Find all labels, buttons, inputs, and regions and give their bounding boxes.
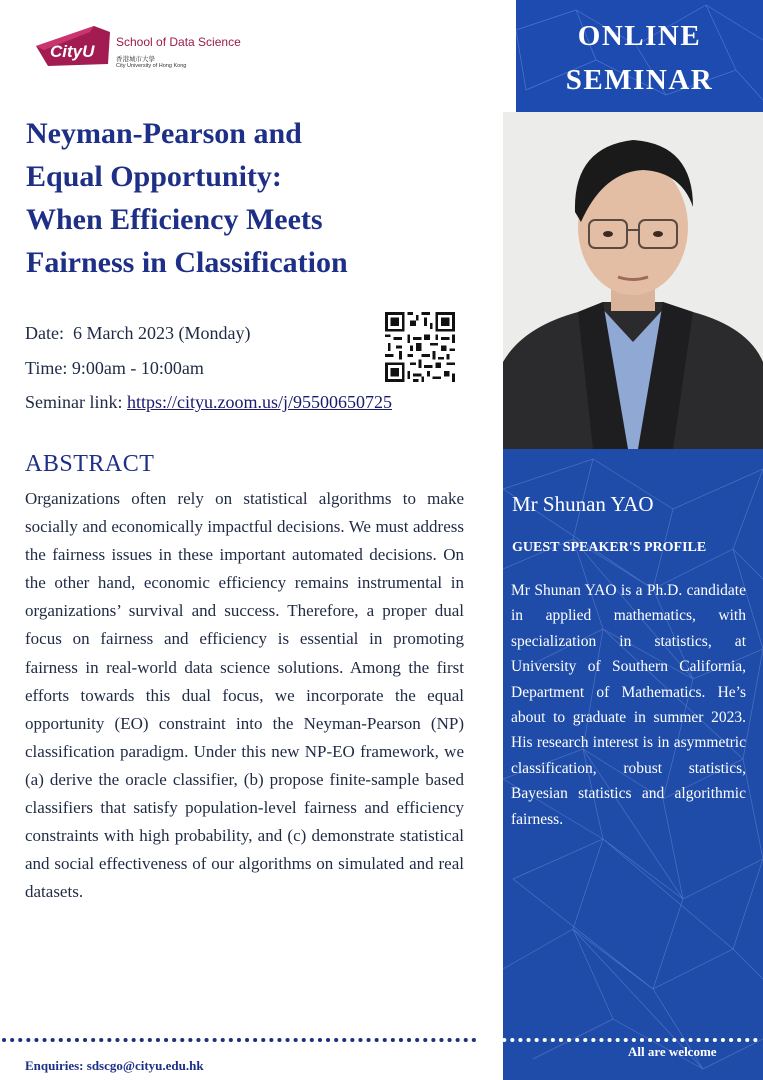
profile-heading: GUEST SPEAKER'S PROFILE	[512, 540, 707, 555]
cityu-logo	[36, 24, 241, 76]
online-seminar-banner	[516, 14, 763, 102]
speaker-portrait	[503, 112, 763, 449]
title-line-3: When Efficiency Meets	[26, 203, 323, 236]
date-value: 6 March 2023 (Monday)	[72, 323, 251, 343]
logo-text: CityU	[50, 42, 95, 61]
seminar-link[interactable]: https://cityu.zoom.us/j/95500650725	[127, 392, 392, 412]
school-name: School of Data Science	[116, 35, 241, 49]
event-time	[25, 358, 204, 379]
title-line-2: Equal Opportunity:	[26, 160, 282, 193]
seminar-title	[26, 112, 476, 284]
event-date	[25, 323, 250, 344]
banner-line-2: SEMINAR	[565, 64, 714, 96]
title-line-1: Neyman-Pearson and	[26, 117, 302, 150]
university-name-cn: 香港城市大學	[116, 55, 155, 63]
all-welcome-note: All are welcome	[628, 1044, 717, 1059]
abstract-heading: ABSTRACT	[25, 451, 155, 477]
cityu-logo-mark	[36, 26, 110, 66]
speaker-bio: Mr Shunan YAO is a Ph.D. candidate in applied mathematics, with specialization in statistics, at University of Southern California, Department of Mathematics. He’s about to graduate in summer 2023. His research interest is in asymmetric classification, robust statistics, Bayesian statistics and algorithmic fairness.	[511, 582, 746, 828]
enquiries-contact: Enquiries: sdscgo@cityu.edu.hk	[25, 1058, 204, 1073]
speaker-name: Mr Shunan YAO	[512, 492, 654, 516]
banner-line-1: ONLINE	[577, 20, 702, 52]
link-label: Seminar link:	[25, 392, 123, 412]
speaker-photo	[503, 112, 763, 449]
abstract-text: Organizations often rely on statistical algorithms to make socially and economically impactful decisions. We must address the fairness issues in these important automated decisions. On the other hand, economic efficiency remains instrumental in organizations’ survival and success. Therefore, a proper dual focus on fairness and efficiency is essential in promoting fairness in real-world data science solutions. Among the first efforts towards this dual focus, we incorporate the equal opportunity (EO) constraint into the Neyman-Pearson (NP) classification paradigm. Under this new NP-EO framework, we (a) derive the oracle classifier, (b) propose finite-sample based classifiers that satisfy population-level fairness and efficiency constraints with high probability, and (c) demonstrate statistical and social effectiveness of our algorithms on simulated and real datasets.	[25, 489, 464, 902]
dotted-divider	[0, 1036, 763, 1044]
time-value: 9:00am - 10:00am	[71, 358, 204, 378]
event-link	[25, 392, 392, 413]
university-name-en: City University of Hong Kong	[116, 63, 187, 69]
title-line-4: Fairness in Classification	[26, 246, 348, 279]
time-label: Time:	[25, 358, 68, 378]
qr-code-icon[interactable]	[385, 312, 455, 382]
date-label: Date:	[25, 323, 64, 343]
